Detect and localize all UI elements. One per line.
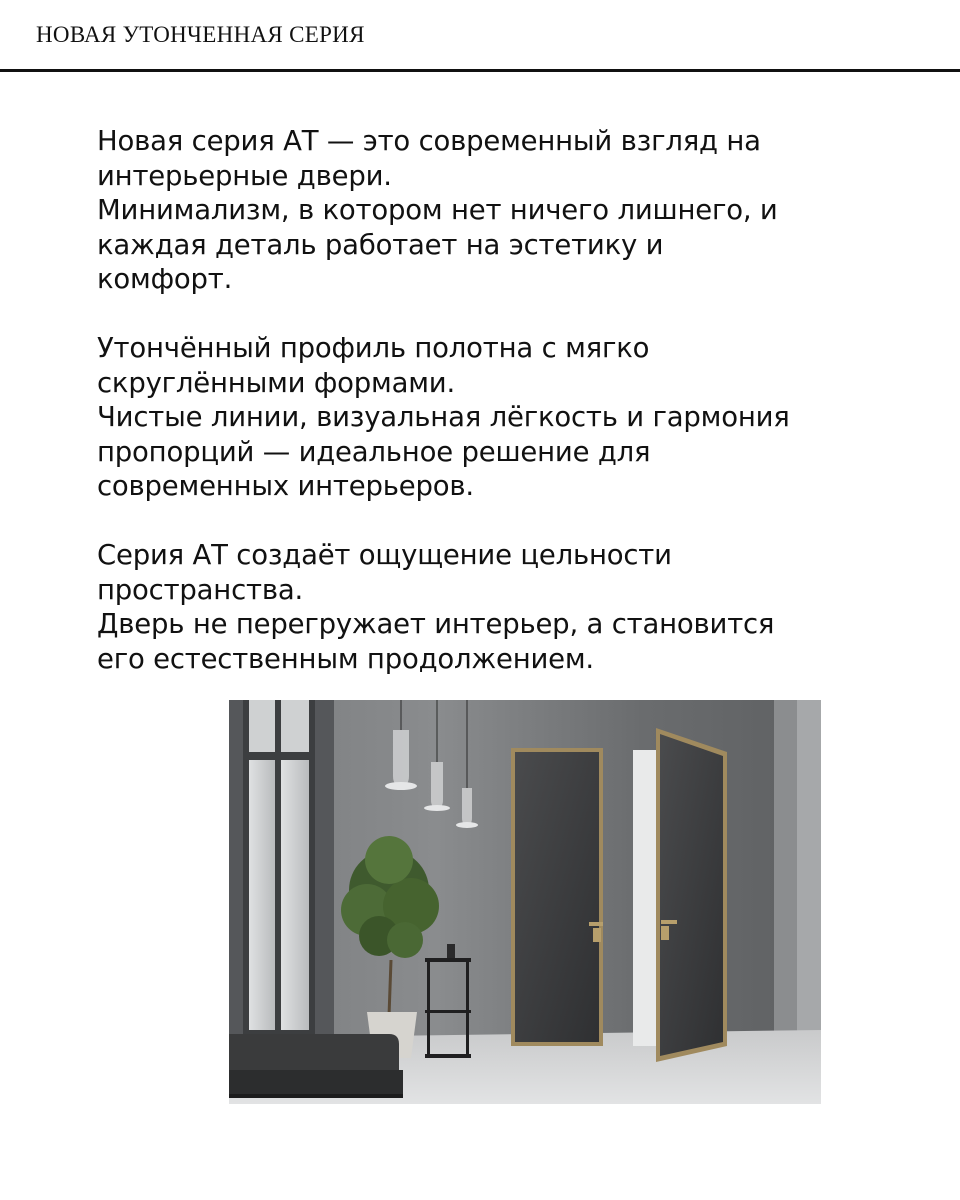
text-line: скруглёнными формами. [97,366,455,399]
text-line: современных интерьеров. [97,470,474,502]
text-line: пропорций — идеальное решение для [97,435,651,468]
text-line: Минимализм, в котором нет ничего лишнего, и [97,194,778,226]
text-line: Утончённый профиль полотна с мягко [97,332,650,364]
text-line: пространства. [97,573,304,606]
text-line: Дверь не перегружает интерьер, а становится [97,608,775,640]
text-line: Чистые линии, визуальная лёгкость и гармония [97,401,790,433]
page-title: НОВАЯ УТОНЧЕННАЯ СЕРИЯ [36,22,365,47]
paragraph-1 [97,124,877,297]
text-line: его естественным продолжением. [97,642,594,675]
text-line: интерьерные двери. [97,159,392,192]
text-line: Новая серия АТ — это современный взгляд на [97,125,761,157]
text-line: Серия АТ создаёт ощущение цельности [97,539,672,571]
text-line: каждая деталь работает на эстетику и [97,228,664,261]
paragraph-3 [97,538,877,676]
body-text [97,124,877,711]
header-divider [0,69,960,72]
text-line: комфорт. [97,263,233,295]
paragraph-2 [97,331,877,504]
interior-photo [229,700,821,1104]
